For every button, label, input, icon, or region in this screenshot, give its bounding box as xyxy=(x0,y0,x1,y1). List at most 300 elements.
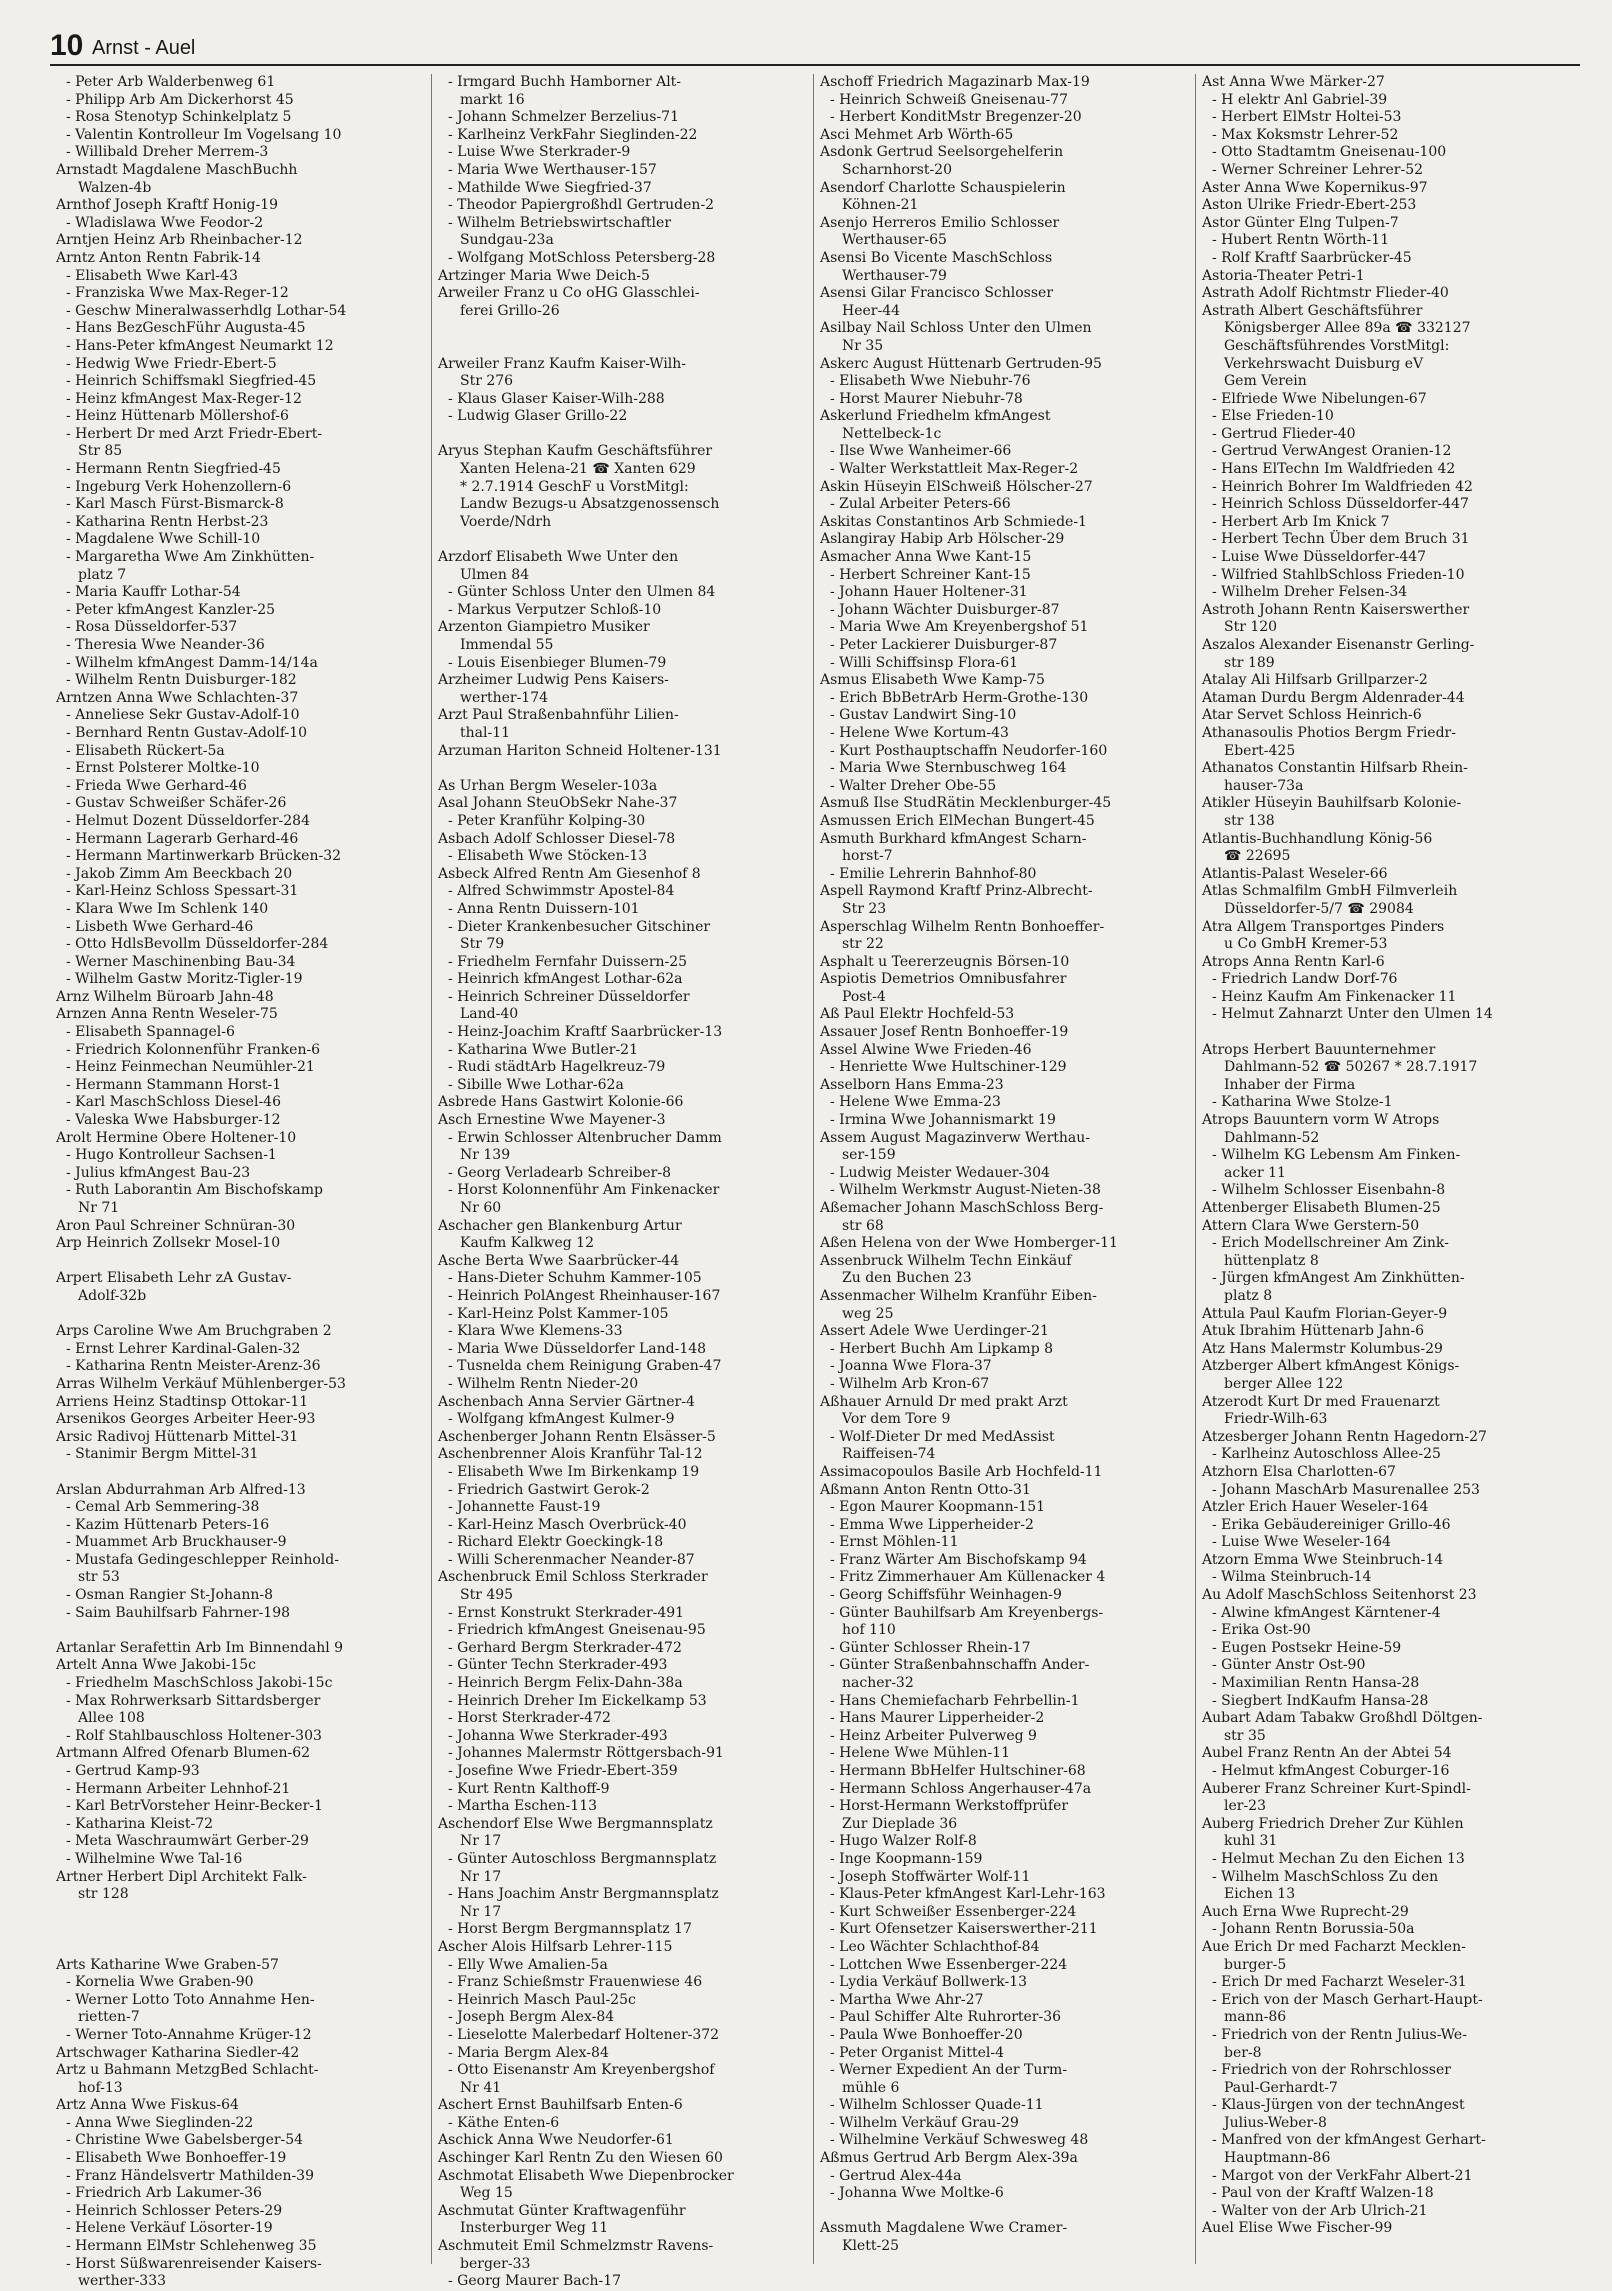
directory-entry: - Karl Masch Fürst-Bismarck-8 xyxy=(66,496,284,513)
directory-entry: berger-33 xyxy=(460,2255,531,2272)
directory-entry: - Friedrich Gastwirt Gerok-2 xyxy=(448,1481,650,1498)
directory-entry: Arsic Radivoj Hüttenarb Mittel-31 xyxy=(56,1428,299,1445)
directory-entry: Arolt Hermine Obere Holtener-10 xyxy=(56,1129,297,1146)
directory-entry: Adolf-32b xyxy=(78,1287,147,1304)
directory-entry: Aschenbrenner Alois Kranführ Tal-12 xyxy=(438,1446,703,1463)
directory-entry: berger Allee 122 xyxy=(1224,1375,1344,1392)
directory-entry: str 53 xyxy=(78,1569,120,1586)
directory-entry: - Johann Rentn Borussia-50a xyxy=(1212,1921,1415,1938)
directory-entry: - Heinrich kfmAngest Lothar-62a xyxy=(448,971,683,988)
directory-entry: - Mathilde Wwe Siegfried-37 xyxy=(448,179,652,196)
directory-entry: - Peter Arb Walderbenweg 61 xyxy=(66,74,276,90)
directory-entry: - Otto Eisenanstr Am Kreyenbergshof xyxy=(448,2062,715,2079)
directory-entry: Artner Herbert Dipl Architekt Falk- xyxy=(56,1868,307,1885)
directory-entry: - Herbert Dr med Arzt Friedr-Ebert- xyxy=(66,425,323,442)
directory-entry: Ast Anna Wwe Märker-27 xyxy=(1202,74,1385,90)
directory-entry: - Wilhelm kfmAngest Damm-14/14a xyxy=(66,654,318,671)
directory-entry: Arsenikos Georges Arbeiter Heer-93 xyxy=(56,1411,316,1428)
directory-entry: - Hans-Dieter Schuhm Kammer-105 xyxy=(448,1270,702,1287)
directory-entry: Assenbruck Wilhelm Techn Einkäuf xyxy=(820,1252,1072,1269)
directory-entry: Arras Wilhelm Verkäuf Mühlenberger-53 xyxy=(56,1375,346,1392)
directory-entry: - Irmgard Buchh Hamborner Alt- xyxy=(448,74,682,90)
directory-entry: - Heinz Kaufm Am Finkenacker 11 xyxy=(1212,988,1457,1005)
directory-entry: Assel Alwine Wwe Frieden-46 xyxy=(820,1041,1032,1058)
directory-entry: Allee 108 xyxy=(78,1710,145,1727)
directory-entry: - Ernst Konstrukt Sterkrader-491 xyxy=(448,1604,685,1621)
directory-entry: - Richard Elektr Goeckingk-18 xyxy=(448,1534,664,1551)
directory-entry: Arntzen Anna Wwe Schlachten-37 xyxy=(56,689,299,706)
directory-entry: - Friedrich Kolonnenführ Franken-6 xyxy=(66,1041,321,1058)
directory-entry: - Meta Waschraumwärt Gerber-29 xyxy=(66,1833,309,1850)
directory-entry: - Erich Modellschreiner Am Zink- xyxy=(1212,1235,1449,1252)
directory-entry: Aron Paul Schreiner Schnüran-30 xyxy=(56,1217,296,1234)
directory-entry: - Franz Händelsvertr Mathilden-39 xyxy=(66,2167,315,2184)
directory-entry: - Maximilian Rentn Hansa-28 xyxy=(1212,1675,1420,1692)
directory-entry: - Sibille Wwe Lothar-62a xyxy=(448,1076,624,1093)
directory-entry: Vor dem Tore 9 xyxy=(842,1411,951,1428)
directory-entry: Köhnen-21 xyxy=(842,197,919,214)
directory-entry: - Günter Schloss Unter den Ulmen 84 xyxy=(448,584,716,601)
directory-entry: - Lottchen Wwe Essenberger-224 xyxy=(830,1956,1068,1973)
directory-entry: Astor Günter Elng Tulpen-7 xyxy=(1202,214,1399,231)
directory-entry: - Günter Schlosser Rhein-17 xyxy=(830,1639,1031,1656)
directory-entry: - Elisabeth Spannagel-6 xyxy=(66,1024,235,1041)
directory-entry: - Hermann Martinwerkarb Brücken-32 xyxy=(66,848,342,865)
directory-entry: str 128 xyxy=(78,1886,129,1903)
directory-entry: - Lieselotte Malerbedarf Holtener-372 xyxy=(448,2026,720,2043)
directory-entry: - Joseph Stoffwärter Wolf-11 xyxy=(830,1868,1031,1885)
directory-entry: horst-7 xyxy=(842,848,893,865)
directory-entry: Post-4 xyxy=(842,988,886,1005)
directory-entry: - Heinrich Schreiner Düsseldorfer xyxy=(448,988,690,1005)
directory-entry: - Katharina Rentn Herbst-23 xyxy=(66,513,269,530)
directory-entry: Arweiler Franz Kaufm Kaiser-Wilh- xyxy=(438,355,687,372)
directory-entry: - Willi Schiffsinsp Flora-61 xyxy=(830,654,1019,671)
directory-entry: - Gertrud VerwAngest Oranien-12 xyxy=(1212,443,1452,460)
directory-entry: - Klaus Glaser Kaiser-Wilh-288 xyxy=(448,390,665,407)
directory-entry: - Rosa Düsseldorfer-537 xyxy=(66,619,238,636)
directory-entry: - Johannes Malermstr Röttgersbach-91 xyxy=(448,1745,724,1762)
directory-entry: werther-333 xyxy=(78,2273,167,2290)
directory-entry: - Katharina Wwe Butler-21 xyxy=(448,1041,638,1058)
directory-entry: - Stanimir Bergm Mittel-31 xyxy=(66,1446,259,1463)
directory-entry: - Wolfgang MotSchloss Petersberg-28 xyxy=(448,249,716,266)
directory-entry: Auch Erna Wwe Ruprecht-29 xyxy=(1202,1903,1409,1920)
directory-entry: Asphalt u Teererzeugnis Börsen-10 xyxy=(820,953,1070,970)
directory-entry: - Georg Maurer Bach-17 xyxy=(448,2273,622,2290)
directory-entry: Nr 71 xyxy=(78,1200,120,1216)
directory-entry: - Helmut Mechan Zu den Eichen 13 xyxy=(1212,1850,1465,1867)
directory-entry: Nr 60 xyxy=(460,1200,502,1216)
directory-column xyxy=(432,74,814,2290)
directory-entry: Land-40 xyxy=(460,1006,519,1023)
directory-entry: - Inge Koopmann-159 xyxy=(830,1850,983,1867)
directory-entry: Walzen-4b xyxy=(78,179,152,196)
directory-entry: Artz u Bahmann MetzgBed Schlacht- xyxy=(56,2062,319,2079)
directory-entry: hof 110 xyxy=(842,1622,896,1639)
directory-entry: kuhl 31 xyxy=(1224,1833,1278,1850)
directory-entry: - Käthe Enten-6 xyxy=(448,2114,560,2131)
directory-entry: - Zulal Arbeiter Peters-66 xyxy=(830,496,1011,513)
directory-entry: Raiffeisen-74 xyxy=(842,1446,936,1463)
directory-entry: - Max Koksmstr Lehrer-52 xyxy=(1212,126,1399,143)
directory-entry: Atlas Schmalfilm GmbH Filmverleih xyxy=(1202,883,1458,900)
directory-entry: - Hermann Schloss Angerhauser-47a xyxy=(830,1780,1092,1797)
directory-entry: - Kurt Posthauptschaffn Neudorfer-160 xyxy=(830,742,1108,759)
directory-entry: Inhaber der Firma xyxy=(1224,1076,1356,1093)
directory-entry: Arnstadt Magdalene MaschBuchh xyxy=(56,161,298,178)
directory-entry: platz 7 xyxy=(78,566,127,583)
directory-entry: - Henriette Wwe Hultschiner-129 xyxy=(830,1059,1067,1076)
directory-entry: Asmus Elisabeth Wwe Kamp-75 xyxy=(820,672,1045,689)
directory-entry: Arzdorf Elisabeth Wwe Unter den xyxy=(438,549,679,566)
directory-entry: Astrath Albert Geschäftsführer xyxy=(1202,302,1423,319)
directory-entry: - Wolf-Dieter Dr med MedAssist xyxy=(830,1428,1055,1445)
directory-entry: Aubel Franz Rentn An der Abtei 54 xyxy=(1202,1745,1452,1762)
directory-entry: Askerc August Hüttenarb Gertruden-95 xyxy=(820,355,1102,372)
directory-entry: - Werner Expedient An der Turm- xyxy=(830,2062,1068,2079)
directory-entry: - Heinrich Bergm Felix-Dahn-38a xyxy=(448,1675,683,1692)
directory-entry: nacher-32 xyxy=(842,1675,914,1692)
directory-entry: hauser-73a xyxy=(1224,777,1304,794)
directory-entry: str 68 xyxy=(842,1217,884,1234)
directory-entry xyxy=(438,531,807,549)
directory-entry: - Walter Werkstattleit Max-Reger-2 xyxy=(830,461,1079,478)
directory-entry: - Bernhard Rentn Gustav-Adolf-10 xyxy=(66,724,308,741)
directory-entry: - Ludwig Glaser Grillo-22 xyxy=(448,408,628,425)
directory-entry: Attern Clara Wwe Gerstern-50 xyxy=(1202,1217,1420,1234)
directory-entry: - Siegbert IndKaufm Hansa-28 xyxy=(1212,1692,1429,1709)
directory-entry: Asilbay Nail Schloss Unter den Ulmen xyxy=(820,320,1092,337)
directory-entry: Assimacopoulos Basile Arb Hochfeld-11 xyxy=(820,1463,1103,1480)
directory-entry: - Günter Autoschloss Bergmannsplatz xyxy=(448,1850,717,1867)
directory-entry: - Heinz kfmAngest Max-Reger-12 xyxy=(66,390,302,407)
directory-entry: Arnthof Joseph Kraftf Honig-19 xyxy=(56,197,279,214)
directory-entry: - Paula Wwe Bonhoeffer-20 xyxy=(830,2026,1023,2043)
directory-entry: - Valeska Wwe Habsburger-12 xyxy=(66,1112,281,1129)
directory-entry: - Franziska Wwe Max-Reger-12 xyxy=(66,285,289,302)
directory-entry: - Helene Wwe Kortum-43 xyxy=(830,724,1009,741)
directory-entry: - Wilhelm Rentn Nieder-20 xyxy=(448,1375,639,1392)
directory-entry: Aßhauer Arnuld Dr med prakt Arzt xyxy=(820,1393,1068,1410)
directory-entry: Arnzen Anna Rentn Weseler-75 xyxy=(56,1006,278,1023)
directory-entry: Nr 35 xyxy=(842,337,884,354)
directory-entry: Friedr-Wilh-63 xyxy=(1224,1411,1328,1428)
directory-entry: Str 85 xyxy=(78,443,123,460)
directory-entry: - Peter Lackierer Duisburger-87 xyxy=(830,637,1058,653)
directory-entry: - Heinrich Schweiß Gneisenau-77 xyxy=(830,91,1068,108)
directory-entry xyxy=(56,1464,425,1482)
directory-entry: - Hermann Rentn Siegfried-45 xyxy=(66,461,281,478)
directory-entry: - Heinrich Bohrer Im Waldfrieden 42 xyxy=(1212,478,1473,495)
directory-entry: Aschmutat Günter Kraftwagenführ xyxy=(438,2202,686,2219)
directory-entry: - Elisabeth Wwe Bonhoeffer-19 xyxy=(66,2150,287,2167)
directory-entry: Arzuman Hariton Schneid Holtener-131 xyxy=(438,742,722,759)
directory-entry: - Karl-Heinz Masch Overbrück-40 xyxy=(448,1516,687,1533)
directory-entry: Attula Paul Kaufm Florian-Geyer-9 xyxy=(1202,1305,1448,1322)
directory-entry: - Margaretha Wwe Am Zinkhütten- xyxy=(66,549,315,566)
directory-entry: rietten-7 xyxy=(78,2009,140,2026)
directory-entry: - Günter Straßenbahnschaffn Ander- xyxy=(830,1657,1090,1674)
directory-entry: - Osman Rangier St-Johann-8 xyxy=(66,1587,274,1604)
directory-entry: - Helmut Dozent Düsseldorfer-284 xyxy=(66,812,310,829)
directory-entry: Assem August Magazinverw Werthau- xyxy=(820,1129,1090,1146)
directory-entry: - Ernst Möhlen-11 xyxy=(830,1534,959,1551)
directory-entry: Str 276 xyxy=(460,373,514,390)
directory-entry: Hauptmann-86 xyxy=(1224,2150,1331,2167)
directory-entry: mann-86 xyxy=(1224,2009,1287,2026)
directory-entry: - Lisbeth Wwe Gerhard-46 xyxy=(66,918,254,935)
directory-entry: Zu den Buchen 23 xyxy=(842,1270,972,1287)
directory-entry: - Wilhelm Betriebswirtschaftler xyxy=(448,214,672,231)
directory-entry: Ascher Alois Hilfsarb Lehrer-115 xyxy=(438,1938,673,1955)
directory-entry: - Hans Joachim Anstr Bergmannsplatz xyxy=(448,1886,719,1903)
directory-entry: Ulmen 84 xyxy=(460,566,530,583)
directory-entry: - Ingeburg Verk Hohenzollern-6 xyxy=(66,478,292,495)
directory-entry: Assenmacher Wilhelm Kranführ Eiben- xyxy=(820,1287,1097,1304)
directory-entry: - Paul Schiffer Alte Ruhrorter-36 xyxy=(830,2009,1062,2026)
directory-entry: - Tusnelda chem Reinigung Graben-47 xyxy=(448,1358,722,1375)
directory-entry: Askitas Constantinos Arb Schmiede-1 xyxy=(820,513,1087,530)
directory-entry: Arntz Anton Rentn Fabrik-14 xyxy=(56,249,261,266)
directory-entry: - Karl MaschSchloss Diesel-46 xyxy=(66,1094,281,1111)
directory-entry: Aschacher gen Blankenburg Artur xyxy=(438,1217,682,1234)
directory-entry: - Heinrich PolAngest Rheinhauser-167 xyxy=(448,1287,721,1304)
directory-entry: Insterburger Weg 11 xyxy=(460,2220,609,2237)
directory-entry: - Heinz Hüttenarb Möllershof-6 xyxy=(66,408,289,425)
directory-entry: - Frieda Wwe Gerhard-46 xyxy=(66,777,247,794)
directory-entry: - Maria Kauffr Lothar-54 xyxy=(66,584,241,601)
directory-entry: - Fritz Zimmerhauer Am Küllenacker 4 xyxy=(830,1569,1106,1586)
directory-entry: - Heinrich Schiffsmakl Siegfried-45 xyxy=(66,373,317,390)
directory-entry: - Gertrud Alex-44a xyxy=(830,2167,962,2184)
directory-entry: - Peter Organist Mittel-4 xyxy=(830,2044,1005,2061)
directory-entry xyxy=(1202,1024,1572,1042)
directory-entry: - Lydia Verkäuf Bollwerk-13 xyxy=(830,1974,1028,1991)
directory-entry: Aschoff Friedrich Magazinarb Max-19 xyxy=(820,74,1090,90)
directory-entry: Asbrede Hans Gastwirt Kolonie-66 xyxy=(438,1094,684,1111)
page-range: Arnst - Auel xyxy=(92,37,196,59)
directory-entry: Artz Anna Wwe Fiskus-64 xyxy=(56,2097,239,2114)
directory-entry: - Johann MaschArb Masurenallee 253 xyxy=(1212,1481,1480,1498)
directory-entry: Aspell Raymond Kraftf Prinz-Albrecht- xyxy=(820,883,1093,900)
directory-entry: - Friedrich kfmAngest Gneisenau-95 xyxy=(448,1622,706,1639)
directory-entry: - Wilhelm Gastw Moritz-Tigler-19 xyxy=(66,971,303,988)
directory-entry: - Otto Stadtamtm Gneisenau-100 xyxy=(1212,144,1447,161)
directory-entry: - Philipp Arb Am Dickerhorst 45 xyxy=(66,91,294,108)
directory-entry: - Gertrud Flieder-40 xyxy=(1212,425,1356,442)
directory-entry: - Franz Schießmstr Frauenwiese 46 xyxy=(448,1974,703,1991)
directory-entry: mühle 6 xyxy=(842,2079,900,2096)
directory-entry xyxy=(56,1921,425,1939)
directory-entry: Ebert-425 xyxy=(1224,742,1296,759)
directory-entry: - Hans BezGeschFühr Augusta-45 xyxy=(66,320,306,337)
directory-entry: - Erich von der Masch Gerhart-Haupt- xyxy=(1212,1991,1483,2008)
directory-entry: - Kurt Schweißer Essenberger-224 xyxy=(830,1903,1077,1920)
directory-entry: - Geschw Mineralwasserhdlg Lothar-54 xyxy=(66,302,347,319)
directory-entry: Arts Katharine Wwe Graben-57 xyxy=(56,1956,279,1973)
directory-entry: Atar Servet Schloss Heinrich-6 xyxy=(1202,707,1422,724)
directory-entry: ser-159 xyxy=(842,1147,896,1164)
directory-entry: - Johannette Faust-19 xyxy=(448,1499,601,1516)
directory-entry: - Martha Wwe Ahr-27 xyxy=(830,1991,984,2008)
directory-entry: Aßemacher Johann MaschSchloss Berg- xyxy=(820,1200,1104,1216)
directory-entry: - Josefine Wwe Friedr-Ebert-359 xyxy=(448,1763,678,1779)
directory-entry: - Wilhelm Schlosser Eisenbahn-8 xyxy=(1212,1182,1446,1199)
directory-entry: Verkehrswacht Duisburg eV xyxy=(1224,355,1424,372)
directory-entry: Gem Verein xyxy=(1224,373,1307,390)
directory-entry: - Wilhelm Werkmstr August-Nieten-38 xyxy=(830,1182,1101,1199)
directory-entry: - Werner Lotto Toto Annahme Hen- xyxy=(66,1991,315,2008)
directory-entry: - Klara Wwe Klemens-33 xyxy=(448,1323,623,1340)
directory-entry: Artschwager Katharina Siedler-42 xyxy=(56,2044,300,2061)
directory-entry: Weg 15 xyxy=(460,2185,513,2202)
directory-entry: - Peter kfmAngest Kanzler-25 xyxy=(66,601,276,618)
directory-entry: - Martha Eschen-113 xyxy=(448,1798,598,1815)
directory-entry: - Rosa Stenotyp Schinkelplatz 5 xyxy=(66,109,292,126)
directory-entry: Aschmotat Elisabeth Wwe Diepenbrocker xyxy=(438,2167,734,2184)
directory-entry: - Paul von der Kraftf Walzen-18 xyxy=(1212,2185,1434,2202)
directory-entry: - Wilhelm Rentn Duisburger-182 xyxy=(66,672,297,689)
directory-entry: Artmann Alfred Ofenarb Blumen-62 xyxy=(56,1745,311,1762)
directory-entry: - Horst Süßwarenreisender Kaisers- xyxy=(66,2255,322,2272)
directory-entry: Arweiler Franz u Co oHG Glasschlei- xyxy=(438,285,700,302)
directory-entry: Artzinger Maria Wwe Deich-5 xyxy=(438,267,650,284)
directory-entry: - Erich Dr med Facharzt Weseler-31 xyxy=(1212,1974,1467,1991)
directory-entry: Aßmann Anton Rentn Otto-31 xyxy=(820,1481,1031,1498)
directory-entry: - Elisabeth Wwe Stöcken-13 xyxy=(448,848,648,865)
directory-entry: Artanlar Serafettin Arb Im Binnendahl 9 xyxy=(56,1639,344,1656)
directory-entry: - Klaus-Peter kfmAngest Karl-Lehr-163 xyxy=(830,1886,1106,1903)
directory-entry: str 138 xyxy=(1224,812,1275,829)
directory-entry: - Max Rohrwerksarb Sittardsberger xyxy=(66,1692,321,1709)
directory-entry: Aster Anna Wwe Kopernikus-97 xyxy=(1202,179,1428,196)
directory-entry: - Heinz Arbeiter Pulverweg 9 xyxy=(830,1727,1037,1744)
directory-entry: - Emilie Lehrerin Bahnhof-80 xyxy=(830,865,1037,882)
directory-entry: - Ernst Lehrer Kardinal-Galen-32 xyxy=(66,1340,301,1357)
directory-entry: - Joseph Bergm Alex-84 xyxy=(448,2009,615,2026)
directory-entry: Asal Johann SteuObSekr Nahe-37 xyxy=(438,795,678,812)
directory-entry: Scharnhorst-20 xyxy=(842,161,952,178)
directory-entry: - Hans ElTechn Im Waldfrieden 42 xyxy=(1212,461,1456,478)
directory-entry: Arnz Wilhelm Büroarb Jahn-48 xyxy=(56,988,274,1005)
directory-entry: Arslan Abdurrahman Arb Alfred-13 xyxy=(56,1481,306,1498)
directory-entry: - Hermann BbHelfer Hultschiner-68 xyxy=(830,1763,1086,1779)
directory-entry: - Karl-Heinz Polst Kammer-105 xyxy=(448,1305,669,1322)
directory-entry: - Hugo Walzer Rolf-8 xyxy=(830,1833,977,1850)
directory-entry: - Helmut kfmAngest Coburger-16 xyxy=(1212,1763,1450,1779)
directory-entry: - Else Frieden-10 xyxy=(1212,408,1334,425)
directory-entry: - Hugo Kontrolleur Sachsen-1 xyxy=(66,1147,277,1164)
directory-entry: Asselborn Hans Emma-23 xyxy=(820,1076,1004,1093)
directory-entry: - Maria Bergm Alex-84 xyxy=(448,2044,609,2061)
directory-entry: Julius-Weber-8 xyxy=(1224,2114,1327,2131)
directory-entry: Aue Erich Dr med Facharzt Mecklen- xyxy=(1202,1938,1466,1955)
directory-entry: Aßmus Gertrud Arb Bergm Alex-39a xyxy=(820,2150,1078,2167)
directory-entry: - Franz Wärter Am Bischofskamp 94 xyxy=(830,1551,1087,1568)
directory-entry: - Karl-Heinz Schloss Spessart-31 xyxy=(66,883,299,900)
directory-entry: - Anna Rentn Duissern-101 xyxy=(448,900,640,917)
directory-entry: hof-13 xyxy=(78,2079,123,2096)
directory-entry: - Maria Wwe Werthauser-157 xyxy=(448,161,657,178)
directory-entry: - Erika Gebäudereiniger Grillo-46 xyxy=(1212,1516,1451,1533)
directory-entry: - Leo Wächter Schlachthof-84 xyxy=(830,1938,1040,1955)
directory-entry: Asci Mehmet Arb Wörth-65 xyxy=(820,126,1014,143)
directory-entry: ferei Grillo-26 xyxy=(460,302,560,319)
directory-entry: - Johanna Wwe Sterkrader-493 xyxy=(448,1727,668,1744)
directory-entry: Aschmuteit Emil Schmelzmstr Ravens- xyxy=(438,2238,714,2255)
directory-entry: - Willibald Dreher Merrem-3 xyxy=(66,144,269,161)
directory-entry: - Wolfgang kfmAngest Kulmer-9 xyxy=(448,1411,675,1428)
directory-entry: - Luise Wwe Sterkrader-9 xyxy=(448,144,631,161)
directory-entry: Asbeck Alfred Rentn Am Giesenhof 8 xyxy=(438,865,701,882)
directory-entry: - Elisabeth Rückert-5a xyxy=(66,742,225,759)
directory-entry: - Alwine kfmAngest Kärntener-4 xyxy=(1212,1604,1441,1621)
directory-entry: Aschinger Karl Rentn Zu den Wiesen 60 xyxy=(438,2150,723,2167)
directory-entry: Atzberger Albert kfmAngest Königs- xyxy=(1202,1358,1460,1375)
directory-entry: - Joanna Wwe Flora-37 xyxy=(830,1358,992,1375)
directory-entry xyxy=(438,320,807,338)
directory-entry: - Walter Dreher Obe-55 xyxy=(830,777,997,794)
directory-entry: Asmussen Erich ElMechan Bungert-45 xyxy=(820,812,1095,829)
directory-entry: - Helene Wwe Mühlen-11 xyxy=(830,1745,1010,1762)
directory-entry: - Cemal Arb Semmering-38 xyxy=(66,1499,260,1516)
directory-entry: - Erich BbBetrArb Herm-Grothe-130 xyxy=(830,689,1089,706)
directory-entry: - Theresia Wwe Neander-36 xyxy=(66,637,265,653)
directory-entry: Aszalos Alexander Eisenanstr Gerling- xyxy=(1202,637,1475,653)
directory-entry: - Kurt Rentn Kalthoff-9 xyxy=(448,1780,610,1797)
directory-entry: Nr 17 xyxy=(460,1903,502,1920)
directory-entry: Atz Hans Malermstr Kolumbus-29 xyxy=(1202,1340,1443,1357)
directory-entry: Asdonk Gertrud Seelsorgehelferin xyxy=(820,144,1064,161)
directory-entry: Asmuth Burkhard kfmAngest Scharn- xyxy=(820,830,1087,847)
directory-entry: - Hermann Lagerarb Gerhard-46 xyxy=(66,830,299,847)
directory-entry: - Gertrud Kamp-93 xyxy=(66,1763,200,1779)
directory-entry: - Louis Eisenbieger Blumen-79 xyxy=(448,654,667,671)
directory-entry: - Kazim Hüttenarb Peters-16 xyxy=(66,1516,270,1533)
directory-entry: - Anneliese Sekr Gustav-Adolf-10 xyxy=(66,707,300,724)
directory-entry: - Hermann ElMstr Schlehenweg 35 xyxy=(66,2238,317,2255)
directory-entry: Atlantis-Palast Weseler-66 xyxy=(1202,865,1388,882)
directory-entry: Astrath Adolf Richtmstr Flieder-40 xyxy=(1202,285,1449,302)
directory-entry: - Johann Hauer Holtener-31 xyxy=(830,584,1028,601)
directory-entry: - Wilhelm Schlosser Quade-11 xyxy=(830,2097,1044,2114)
directory-entry: - Mustafa Gedingeschlepper Reinhold- xyxy=(66,1551,339,1568)
directory-entry xyxy=(56,1306,425,1324)
directory-entry xyxy=(56,1904,425,1922)
directory-entry: - Karlheinz VerkFahr Sieglinden-22 xyxy=(448,126,698,143)
directory-entry: Nettelbeck-1c xyxy=(842,425,942,442)
directory-entry: Atzorn Emma Wwe Steinbruch-14 xyxy=(1202,1551,1444,1568)
directory-entry: Arps Caroline Wwe Am Bruchgraben 2 xyxy=(56,1323,332,1340)
directory-entry: - Wilma Steinbruch-14 xyxy=(1212,1569,1372,1586)
directory-entry: Atrops Herbert Bauunternehmer xyxy=(1202,1041,1436,1058)
directory-entry: - Katharina Wwe Stolze-1 xyxy=(1212,1094,1393,1111)
directory-entry: Dahlmann-52 ☎ 50267 * 28.7.1917 xyxy=(1224,1059,1478,1076)
directory-entry: - Luise Wwe Düsseldorfer-447 xyxy=(1212,549,1427,566)
directory-entry: - Ludwig Meister Wedauer-304 xyxy=(830,1164,1050,1181)
directory-entry: str 22 xyxy=(842,936,884,953)
directory-entry: Aston Ulrike Friedr-Ebert-253 xyxy=(1202,197,1417,214)
directory-entry: - Klara Wwe Im Schlenk 140 xyxy=(66,900,269,917)
directory-entry: Aslangiray Habip Arb Hölscher-29 xyxy=(820,531,1065,548)
directory-entry: - Johanna Wwe Moltke-6 xyxy=(830,2185,1004,2202)
directory-entry: - Friedrich Landw Dorf-76 xyxy=(1212,971,1398,988)
directory-entry: Immendal 55 xyxy=(460,637,554,653)
directory-entry: - Herbert Schreiner Kant-15 xyxy=(830,566,1031,583)
directory-entry: ler-23 xyxy=(1224,1798,1266,1815)
directory-entry: - Katharina Kleist-72 xyxy=(66,1815,214,1832)
